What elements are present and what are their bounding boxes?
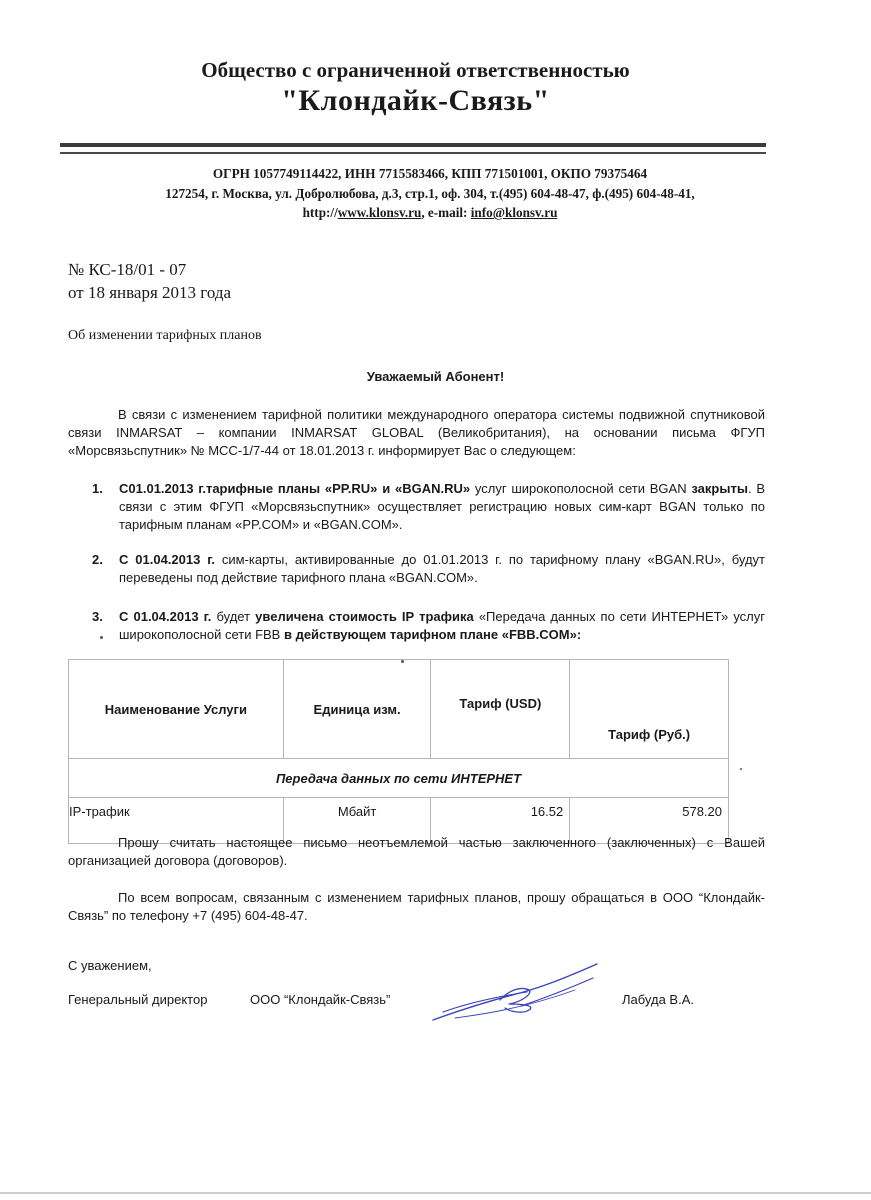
item-text: услуг широкополосной сети BGAN	[470, 481, 692, 496]
address-line: 127254, г. Москва, ул. Добролюбова, д.3, стр.1, оф. 304, т.(495) 604-48-47, ф.(495) 604-48-41,	[165, 186, 695, 201]
list-item	[92, 551, 765, 587]
item-bold-text: С 01.04.2013 г.	[119, 609, 212, 624]
item-text: «Передача данных по сети ИНТЕРНЕТ» услуг широкополосной сети FBB	[119, 609, 765, 642]
intro-paragraph: В связи с изменением тарифной политики международного оператора системы подвижной спутниковой связи INMARSAT – компании INMARSAT GLOBAL (Великобритания), на основании письма ФГУП «Морсвязьспутник» № МСС-1/7-44 от 18.01.2013 г. информирует Вас о следующем:	[68, 407, 765, 458]
table-header-row	[69, 660, 729, 759]
signatory-name: Лабуда В.А.	[622, 992, 694, 1007]
table-section-title: Передача данных по сети ИНТЕРНЕТ	[69, 759, 729, 798]
requisites-line: ОГРН 1057749114422, ИНН 7715583466, КПП 771501001, ОКПО 79375464	[212, 166, 648, 181]
item-text: . В связи с этим ФГУП «Морсвязьспутник» осуществляет регистрацию новых сим-карт BGAN только по тарифным планам «PP.COM» и «BGAN.COM».	[119, 481, 766, 532]
item-bold-text: в действующем	[283, 627, 387, 642]
document-subject: Об изменении тарифных планов	[68, 328, 262, 343]
scan-speck	[740, 768, 742, 770]
item-bold-text: С01.01.2013 г.тарифные планы «PP.RU» и «BGAN.RU»	[119, 481, 471, 496]
closing: С уважением,	[68, 958, 152, 973]
tariff-table	[68, 659, 729, 844]
letterhead-org-form: Общество с ограниченной ответственностью	[201, 58, 630, 82]
item-text: будет	[211, 609, 256, 624]
document-number: № КС-18/01 - 07	[68, 260, 187, 279]
web-prefix: http://	[302, 205, 338, 220]
contract-paragraph: Прошу считать настоящее письмо неотъемлемой частью заключенного (заключенных) с Вашей организацией договора (договоров).	[68, 835, 765, 868]
column-header-unit: Единица изм.	[283, 660, 431, 759]
signatory-title: Генеральный директор	[68, 992, 208, 1007]
item-bold-text: С 01.04.2013 г.	[119, 552, 215, 567]
column-header-service: Наименование Услуги	[69, 660, 284, 759]
cell-unit: Мбайт	[283, 798, 431, 844]
email-prefix: , e-mail:	[421, 205, 471, 220]
scan-speck	[100, 636, 103, 639]
table-section-row	[69, 759, 729, 798]
letterhead-rule-thin	[60, 152, 766, 154]
item-bold-text: закрыты	[691, 481, 748, 496]
item-text: сим-карты, активированные до 01.01.2013 г. по тарифному плану «BGAN.RU», будут переведены под действие тарифного плана «BGAN.COM».	[119, 552, 765, 585]
item-bold-text: тарифном плане «FBB.COM»:	[389, 627, 582, 642]
letterhead-org-name: "Клондайк-Связь"	[281, 84, 550, 117]
document-date: от 18 января 2013 года	[68, 283, 232, 302]
list-item-number: 1.	[92, 481, 103, 496]
contacts-line	[60, 205, 800, 221]
cell-rub: 578.20	[570, 798, 729, 844]
scan-speck	[401, 660, 404, 663]
column-header-usd: Тариф (USD)	[431, 660, 570, 759]
email-link[interactable]: info@klonsv.ru	[470, 205, 558, 220]
signature-image	[425, 960, 605, 1030]
item-bold-text: увеличена стоимость IP трафика	[255, 609, 474, 624]
contact-paragraph: По всем вопросам, связанным с изменением тарифных планов, прошу обращаться в ООО “Клондайк-Связь” по телефону +7 (495) 604-48-47.	[68, 890, 765, 923]
website-link[interactable]: www.klonsv.ru	[337, 205, 422, 220]
list-item	[92, 608, 765, 644]
scan-edge	[0, 1192, 871, 1194]
column-header-rub: Тариф (Руб.)	[570, 660, 729, 759]
cell-usd: 16.52	[431, 798, 570, 844]
greeting: Уважаемый Абонент!	[366, 369, 505, 384]
list-item	[92, 480, 765, 534]
list-item-number: 3.	[92, 609, 103, 624]
list-item-number: 2.	[92, 552, 103, 567]
signatory-company: ООО “Клондайк-Связь”	[250, 992, 391, 1007]
letterhead-rule-thick	[60, 143, 766, 147]
cell-service: IP-трафик	[69, 798, 284, 844]
